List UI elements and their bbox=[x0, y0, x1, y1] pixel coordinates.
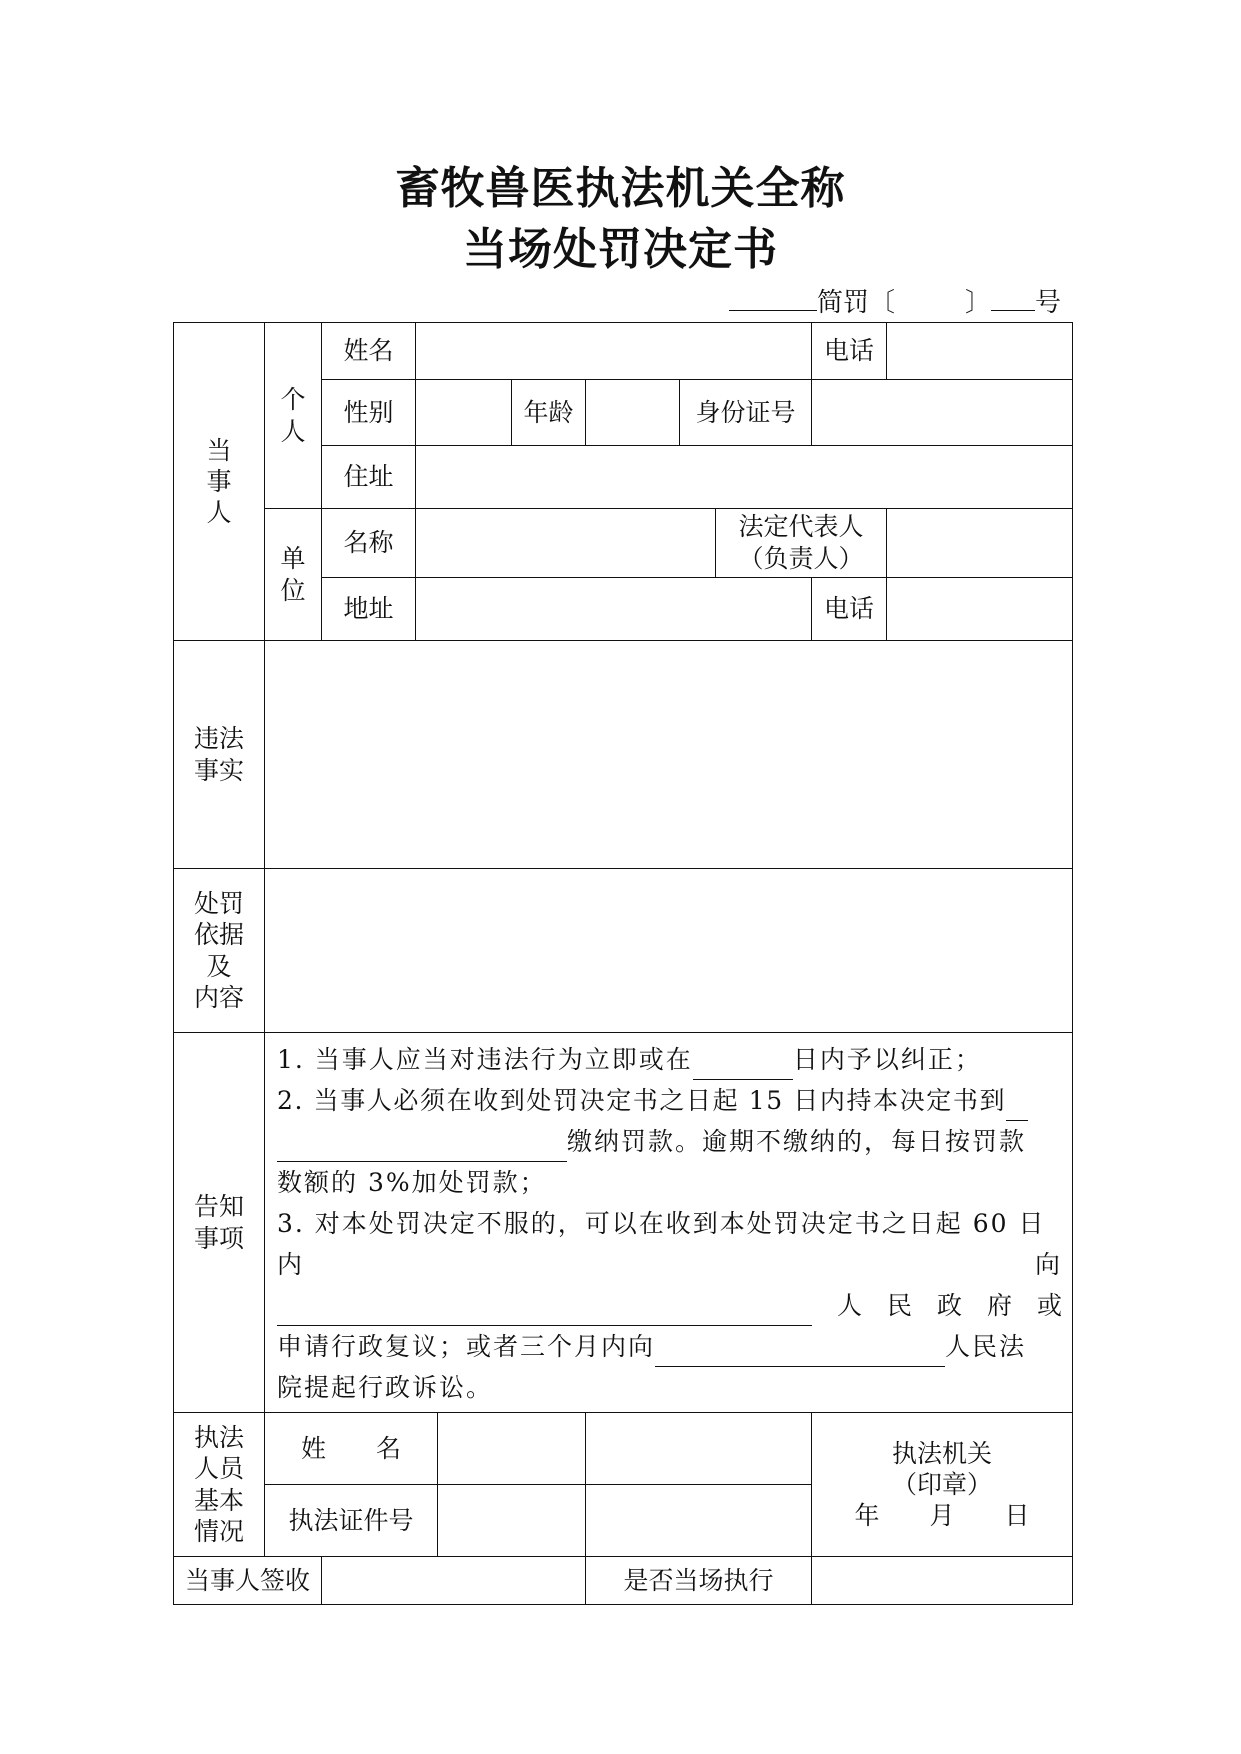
review-government-blank[interactable] bbox=[277, 1295, 812, 1326]
violation-facts-field[interactable] bbox=[265, 641, 1073, 869]
document-number bbox=[729, 282, 1061, 319]
doc-number-label: 简罚〔 bbox=[816, 288, 895, 318]
address-label: 住址 bbox=[322, 446, 416, 509]
officer-name-label: 姓 名 bbox=[265, 1413, 438, 1485]
document-subtitle: 当场处罚决定书 bbox=[463, 224, 778, 275]
officer-name-field-1[interactable] bbox=[438, 1413, 586, 1485]
penalty-basis-label: 处罚 依据 及 内容 bbox=[174, 869, 265, 1033]
officer-cert-field-2[interactable] bbox=[586, 1485, 812, 1557]
unit-address-label: 地址 bbox=[322, 578, 416, 641]
name-field[interactable] bbox=[416, 323, 812, 380]
gender-field[interactable] bbox=[416, 380, 512, 446]
phone-field[interactable] bbox=[887, 323, 1073, 380]
unit-name-label: 名称 bbox=[322, 509, 416, 578]
notice-item-3-line3: 人 民 政 府 或 bbox=[277, 1285, 1062, 1326]
seal-agency-label: 执法机关 bbox=[892, 1438, 993, 1468]
party-signature-field[interactable] bbox=[322, 1557, 586, 1605]
payment-bank-blank-start[interactable] bbox=[1006, 1090, 1028, 1121]
agency-abbr-blank[interactable] bbox=[729, 286, 817, 311]
officer-name-field-2[interactable] bbox=[586, 1413, 812, 1485]
phone-label: 电话 bbox=[812, 323, 887, 380]
unit-address-field[interactable] bbox=[416, 578, 812, 641]
doc-number-suffix: 号 bbox=[1034, 288, 1061, 318]
violation-facts-label: 违法 事实 bbox=[174, 641, 265, 869]
party-signature-label: 当事人签收 bbox=[174, 1557, 322, 1605]
notice-item-3: 3. 对本处罚决定不服的，可以在收到本处罚决定书之日起 60 日 bbox=[277, 1209, 1046, 1238]
document-title: 畜牧兽医执法机关全称 bbox=[395, 163, 846, 214]
officer-cert-field-1[interactable] bbox=[438, 1485, 586, 1557]
correction-days-blank[interactable] bbox=[693, 1049, 793, 1080]
seal-stamp-label: （印章） bbox=[892, 1469, 993, 1499]
notice-item-3-line4: 申请行政复议；或者三个月内向 人民法 bbox=[277, 1326, 1062, 1367]
court-blank[interactable] bbox=[655, 1336, 945, 1367]
notice-item-2-end: 数额的 3%加处罚款； bbox=[277, 1168, 547, 1197]
penalty-basis-field[interactable] bbox=[265, 869, 1073, 1033]
notice-item-3-line5: 院提起行政诉讼。 bbox=[277, 1373, 494, 1402]
notice-content bbox=[265, 1033, 1073, 1413]
serial-blank[interactable] bbox=[991, 286, 1035, 311]
unit-phone-field[interactable] bbox=[887, 578, 1073, 641]
officer-cert-label: 执法证件号 bbox=[265, 1485, 438, 1557]
gender-label: 性别 bbox=[322, 380, 416, 446]
notice-item-1: 1. 当事人应当对违法行为立即或在 日内予以纠正； bbox=[277, 1039, 1062, 1080]
legal-representative-field[interactable] bbox=[887, 509, 1073, 578]
party-label: 当 事 人 bbox=[174, 323, 265, 641]
payment-bank-blank[interactable] bbox=[277, 1131, 567, 1162]
notice-label: 告知 事项 bbox=[174, 1033, 265, 1413]
doc-number-mid: 〕 bbox=[964, 288, 991, 318]
onsite-execution-field[interactable] bbox=[812, 1557, 1073, 1605]
onsite-execution-label: 是否当场执行 bbox=[586, 1557, 812, 1605]
notice-item-3-line2: 内 向 bbox=[277, 1250, 1063, 1279]
id-number-label: 身份证号 bbox=[680, 380, 812, 446]
id-number-field[interactable] bbox=[812, 380, 1073, 446]
address-field[interactable] bbox=[416, 446, 1073, 509]
individual-label: 个 人 bbox=[265, 323, 322, 509]
age-label: 年龄 bbox=[512, 380, 586, 446]
unit-name-field[interactable] bbox=[416, 509, 716, 578]
notice-item-2-cont: 缴纳罚款。逾期不缴纳的，每日按罚款 bbox=[277, 1121, 1062, 1162]
officers-label: 执法 人员 基本 情况 bbox=[174, 1413, 265, 1557]
unit-phone-label: 电话 bbox=[812, 578, 887, 641]
agency-seal-area bbox=[812, 1413, 1073, 1557]
name-label: 姓名 bbox=[322, 323, 416, 380]
unit-label: 单 位 bbox=[265, 509, 322, 641]
seal-date-label: 年 月 日 bbox=[854, 1501, 1030, 1531]
legal-representative-label: 法定代表人 （负责人） bbox=[716, 509, 887, 578]
decision-form-table bbox=[173, 322, 1073, 1605]
notice-item-2: 2. 当事人必须在收到处罚决定书之日起 15 日内持本决定书到 bbox=[277, 1080, 1062, 1121]
age-field[interactable] bbox=[586, 380, 680, 446]
